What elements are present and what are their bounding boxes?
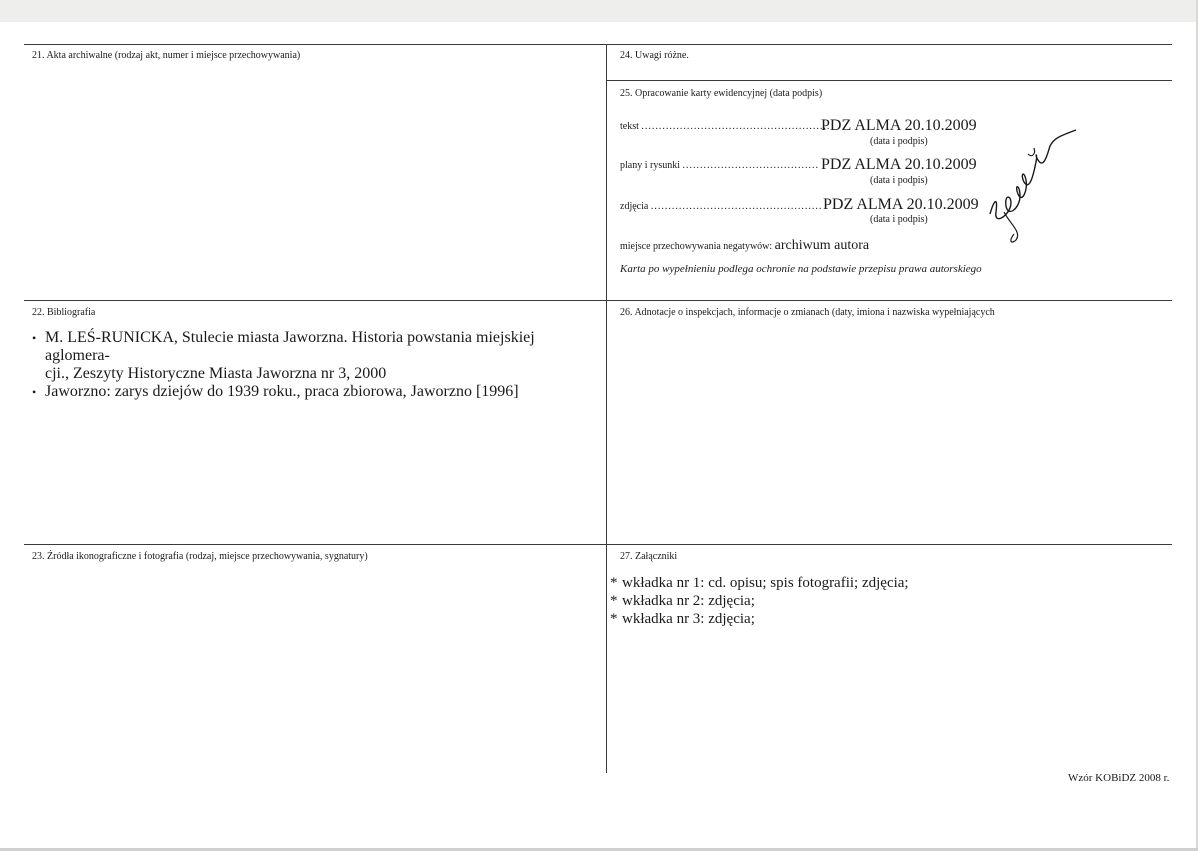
zdjecia-sub: (data i podpis) xyxy=(870,214,928,225)
attachment-item-3: wkładka nr 3: zdjęcia; xyxy=(622,611,755,627)
copyright-note: Karta po wypełnieniu podlega ochronie na podstawie przepisu prawa autorskiego xyxy=(620,263,982,275)
row-divider-2 xyxy=(24,544,1172,545)
form-template-footer: Wzór KOBiDZ 2008 r. xyxy=(1068,772,1170,784)
zdjecia-label: zdjęcia xyxy=(620,201,649,212)
bibliography-list xyxy=(32,329,602,401)
zdjecia-dots: ................................................. xyxy=(650,201,823,212)
asterisk-icon: * xyxy=(610,611,618,627)
zdjecia-row xyxy=(620,201,822,212)
plany-sub: (data i podpis) xyxy=(870,175,928,186)
bibliography-item-2-line-1: Jaworzno: zarys dziejów do 1939 roku., praca zbiorowa, Jaworzno [1996] xyxy=(45,383,519,400)
plany-dots: ....................................... xyxy=(682,160,819,171)
list-item xyxy=(610,592,909,610)
plany-value: PDZ ALMA 20.10.2009 xyxy=(821,156,977,173)
negatywy-value: archiwum autora xyxy=(774,238,870,253)
tekst-dots: ...................................................... xyxy=(641,121,831,132)
bibliography-item-1-line-2: cji., Zeszyty Historyczne Miasta Jaworzna nr 3, 2000 xyxy=(45,365,387,382)
tekst-label: tekst xyxy=(620,121,639,132)
bibliography-item-1-line-1: M. LEŚ-RUNICKA, Stulecie miasta Jaworzna. Historia powstania miejskiej aglomera- xyxy=(45,329,535,364)
section-24-label: 24. Uwagi różne. xyxy=(620,50,689,61)
plany-row xyxy=(620,160,819,171)
negatywy-row xyxy=(620,238,869,254)
bullet-icon: • xyxy=(32,385,37,399)
negatywy-label: miejsce przechowywania negatywów: xyxy=(620,241,773,252)
scan-top-band xyxy=(0,0,1198,22)
section-23-label: 23. Źródła ikonograficzne i fotografia (rodzaj, miejsce przechowywania, sygnatury) xyxy=(32,551,368,562)
plany-label: plany i rysunki xyxy=(620,160,680,171)
row-divider-1 xyxy=(24,300,1172,301)
list-item xyxy=(610,610,909,628)
list-item xyxy=(610,574,909,592)
zdjecia-value: PDZ ALMA 20.10.2009 xyxy=(823,196,979,213)
section-21-label: 21. Akta archiwalne (rodzaj akt, numer i miejsce przechowywania) xyxy=(32,50,301,61)
attachment-item-2: wkładka nr 2: zdjęcia; xyxy=(622,593,755,609)
tekst-sub: (data i podpis) xyxy=(870,136,928,147)
signature-icon xyxy=(984,128,1080,244)
list-item xyxy=(32,329,602,383)
section-25-label: 25. Opracowanie karty ewidencyjnej (data podpis) xyxy=(620,88,823,99)
bullet-icon: • xyxy=(32,331,37,345)
attachments-list xyxy=(610,574,909,628)
asterisk-icon: * xyxy=(610,593,618,609)
asterisk-icon: * xyxy=(610,575,618,591)
section-24-25-divider xyxy=(607,80,1172,81)
section-22-label: 22. Bibliografia xyxy=(32,307,96,318)
attachment-item-1: wkładka nr 1: cd. opisu; spis fotografii; zdjęcia; xyxy=(622,575,909,591)
tekst-row xyxy=(620,121,830,132)
section-27-label: 27. Załączniki xyxy=(620,551,678,562)
tekst-value: PDZ ALMA 20.10.2009 xyxy=(821,117,977,134)
section-26-label: 26. Adnotacje o inspekcjach, informacje o zmianach (daty, imiona i nazwiska wypełniających xyxy=(620,307,995,318)
list-item xyxy=(32,383,602,401)
form-top-rule xyxy=(24,44,1172,45)
column-divider xyxy=(606,44,607,773)
